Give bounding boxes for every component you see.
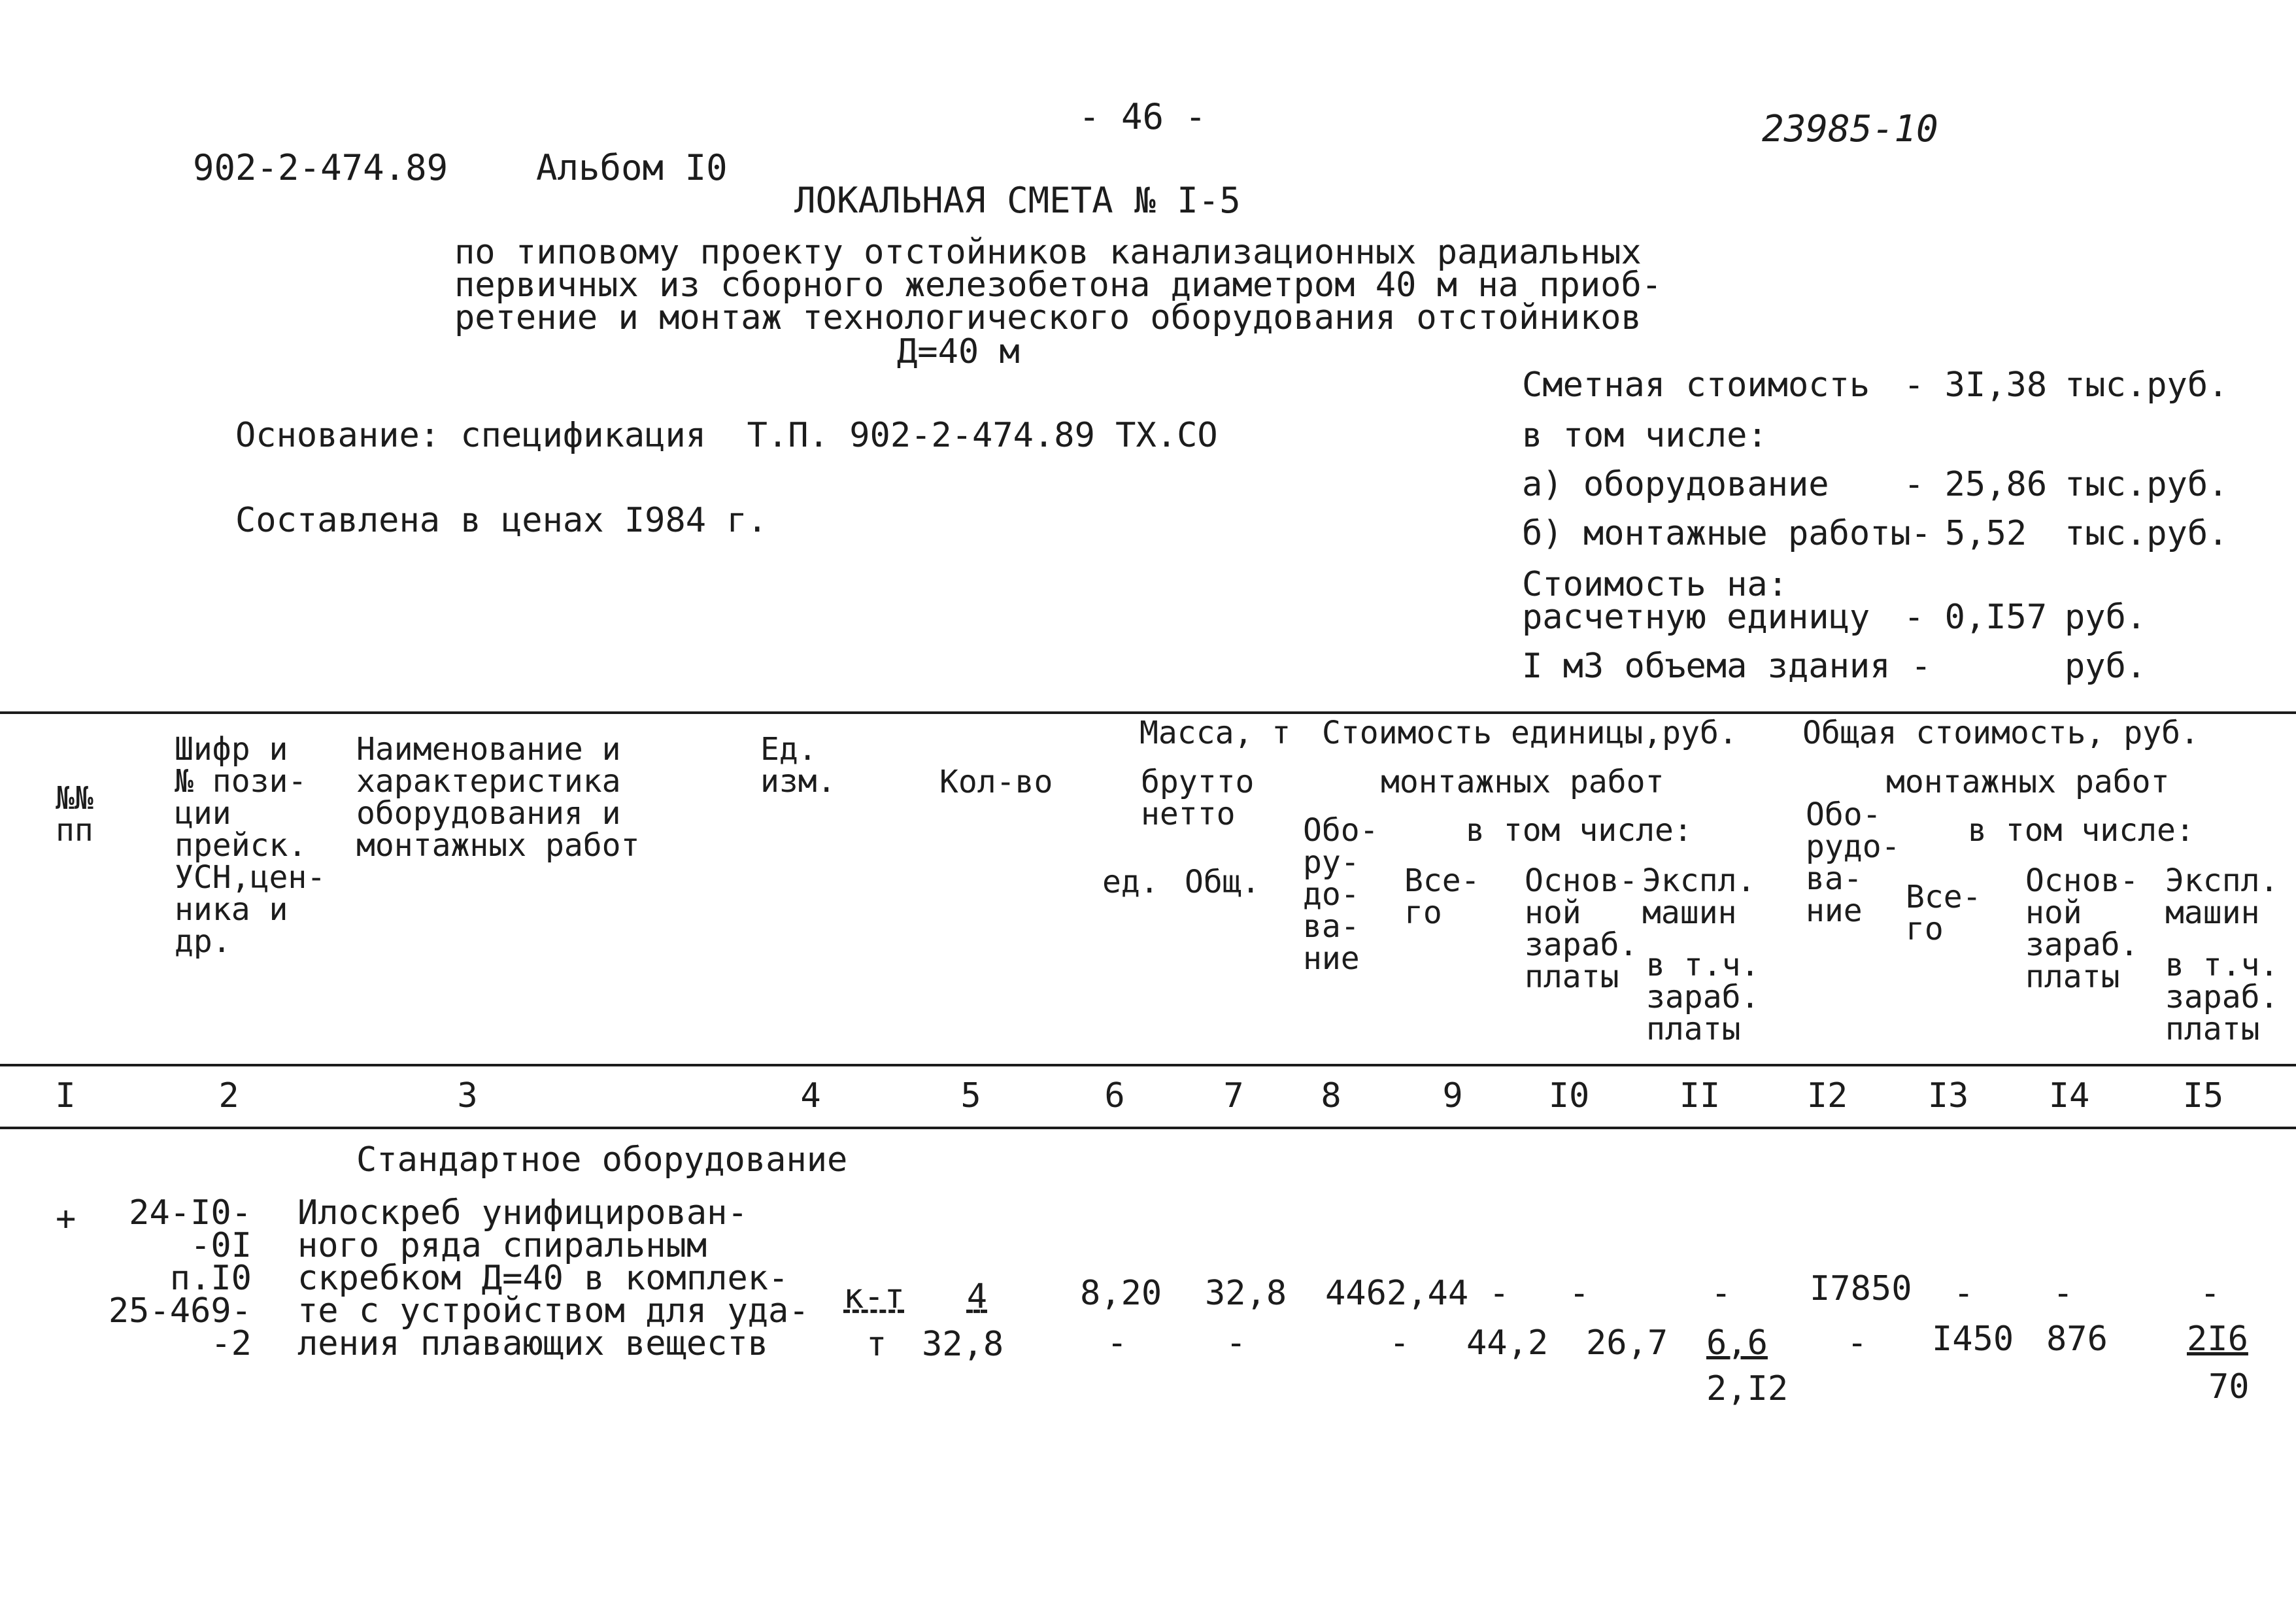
- row-total-equipment-2: -: [1847, 1323, 1868, 1363]
- row-unit-machines-1: -: [1711, 1274, 1732, 1313]
- row-total-machines-1: -: [2200, 1274, 2221, 1313]
- col-header-mass-unit: ед.: [1102, 864, 1159, 900]
- row-unit-equipment-2: -: [1389, 1323, 1410, 1363]
- col-header-unit-total: Все- го: [1404, 862, 1480, 931]
- col-header-number: №№ пп: [56, 780, 93, 849]
- row-code: 24-I0- -0I п.I0 25-469- -2: [108, 1193, 252, 1363]
- per-unit-label: расчетную единицу: [1522, 598, 1870, 637]
- row-name: Илоскреб унифицирован- ного ряда спиральным скребком Д=40 в комплек- те с устройством для уда- ления плавающих веществ: [297, 1193, 809, 1363]
- row-total-machines-wage: 70: [2208, 1367, 2250, 1406]
- col-header-total-including: в том числе:: [1968, 812, 2195, 849]
- col-header-unit-basic-wage: Основ- ной зараб. платы: [1525, 862, 1638, 995]
- col-header-unit-machines: Экспл. машин: [1642, 862, 1756, 931]
- row-unit-equipment-1: 4462,44 -: [1325, 1274, 1510, 1313]
- col-header-name: Наименование и характеристика оборудования и монтажных работ: [356, 731, 640, 864]
- header-bottom-rule: [0, 1064, 2296, 1066]
- document-title: ЛОКАЛЬНАЯ СМЕТА № I-5: [794, 180, 1241, 221]
- subtitle-line: первичных из сборного железобетона диаметром 40 м на приоб-: [454, 265, 1663, 305]
- album-label: Альбом I0: [536, 147, 728, 188]
- col-header-total-installation: монтажных работ: [1886, 764, 2170, 800]
- column-number: I3: [1927, 1076, 1969, 1115]
- column-number: II: [1679, 1076, 1721, 1115]
- per-m3-label: I м3 объема здания -: [1522, 647, 1932, 686]
- column-number: 9: [1442, 1076, 1463, 1115]
- column-number: 5: [960, 1076, 981, 1115]
- col-header-unit-machines-wage: в т.ч. зараб. платы: [1646, 947, 1760, 1047]
- equipment-cost-value: - 25,86: [1904, 465, 2048, 504]
- col-header-unit-including: в том числе:: [1466, 812, 1693, 849]
- row-total-total-2: I450: [1932, 1319, 2014, 1359]
- table-top-rule: [0, 711, 2296, 714]
- col-header-total-cost: Общая стоимость, руб.: [1802, 715, 2199, 751]
- row-unit-machines-wage: 2,I2: [1706, 1369, 1789, 1408]
- row-unit-machines-2: 6,6: [1706, 1323, 1768, 1363]
- col-header-unit: Ед. изм.: [760, 731, 836, 800]
- row-unit-2: т: [866, 1325, 887, 1364]
- document-code: 23985-10: [1762, 108, 1938, 150]
- col-header-total-machines: Экспл. машин: [2165, 862, 2279, 931]
- row-unit-total-1: -: [1569, 1274, 1590, 1313]
- per-unit-currency: руб.: [2065, 598, 2147, 637]
- row-unit-basic-wage-2: 26,7: [1586, 1323, 1668, 1363]
- col-header-mass-gross-net: брутто нетто: [1141, 764, 1255, 832]
- column-number: I: [55, 1076, 76, 1115]
- col-header-total-equipment: Обо- рудо- ва- ние: [1806, 796, 1900, 929]
- col-header-total-total: Все- го: [1906, 879, 1982, 947]
- subtitle-line: по типовому проекту отстойников канализационных радиальных: [454, 233, 1642, 272]
- project-code: 902-2-474.89: [193, 147, 448, 188]
- row-mass-total-2: -: [1226, 1323, 1247, 1363]
- column-number: 6: [1104, 1076, 1125, 1115]
- installation-cost-unit: тыс.руб.: [2065, 514, 2229, 553]
- row-quantity-1: 4: [966, 1277, 987, 1316]
- row-total-basic-wage-1: -: [2053, 1274, 2074, 1313]
- subtitle-line: ретение и монтаж технологического оборудования отстойников: [454, 298, 1642, 337]
- column-number: 3: [457, 1076, 478, 1115]
- row-unit-1: к-т: [843, 1277, 905, 1316]
- column-number: I4: [2048, 1076, 2090, 1115]
- subtitle-line: Д=40 м: [897, 332, 1020, 371]
- col-header-quantity: Кол-во: [939, 764, 1053, 800]
- row-total-basic-wage-2: 876: [2046, 1319, 2108, 1359]
- row-mark: +: [56, 1199, 76, 1238]
- col-header-total-basic-wage: Основ- ной зараб. платы: [2025, 862, 2139, 995]
- col-header-mass-total: Общ.: [1185, 864, 1260, 900]
- column-number: I0: [1548, 1076, 1590, 1115]
- cost-per-label: Стоимость на:: [1522, 565, 1788, 604]
- column-number: 8: [1321, 1076, 1342, 1115]
- price-level-line: Составлена в ценах I984 г.: [235, 501, 768, 540]
- including-label: в том числе:: [1522, 416, 1768, 455]
- installation-cost-label: б) монтажные работы-: [1522, 514, 1932, 553]
- col-header-unit-installation: монтажных работ: [1381, 764, 1664, 800]
- estimated-cost-unit: тыс.руб.: [2065, 366, 2229, 405]
- column-number: 2: [218, 1076, 239, 1115]
- column-number: I5: [2182, 1076, 2224, 1115]
- row-total-equipment-1: I7850: [1810, 1269, 1912, 1308]
- col-header-code: Шифр и № пози- ции прейск. УСН,цен- ника и др.: [175, 731, 326, 960]
- col-header-mass: Масса, т: [1140, 715, 1291, 751]
- installation-cost-value: 5,52: [1945, 514, 2027, 553]
- column-number: 4: [800, 1076, 821, 1115]
- row-mass-unit-2: -: [1107, 1323, 1128, 1363]
- estimated-cost-value: - 3I,38: [1904, 366, 2048, 405]
- section-title: Стандартное оборудование: [356, 1140, 848, 1180]
- col-header-unit-cost: Стоимость единицы,руб.: [1322, 715, 1738, 751]
- estimated-cost-label: Сметная стоимость: [1522, 366, 1870, 405]
- page-number: - 46 -: [1079, 96, 1207, 137]
- row-total-total-1: -: [1953, 1274, 1974, 1313]
- column-number: I2: [1806, 1076, 1848, 1115]
- per-m3-currency: руб.: [2065, 647, 2147, 686]
- equipment-cost-unit: тыс.руб.: [2065, 465, 2229, 504]
- row-total-machines-2: 2I6: [2187, 1319, 2248, 1359]
- per-unit-value: - 0,I57: [1904, 598, 2048, 637]
- row-mass-total-1: 32,8: [1205, 1274, 1287, 1313]
- equipment-cost-label: а) оборудование: [1522, 465, 1829, 504]
- row-quantity-2: 32,8: [922, 1325, 1004, 1364]
- col-header-unit-equipment: Обо- ру- до- ва- ние: [1303, 812, 1379, 977]
- row-mass-unit-1: 8,20: [1080, 1274, 1162, 1313]
- column-number: 7: [1223, 1076, 1244, 1115]
- col-header-total-machines-wage: в т.ч. зараб. платы: [2165, 947, 2279, 1047]
- column-numbers-rule: [0, 1127, 2296, 1129]
- basis-line: Основание: спецификация Т.П. 902-2-474.89 ТХ.СО: [235, 416, 1218, 455]
- row-unit-total-2: 44,2: [1466, 1323, 1549, 1363]
